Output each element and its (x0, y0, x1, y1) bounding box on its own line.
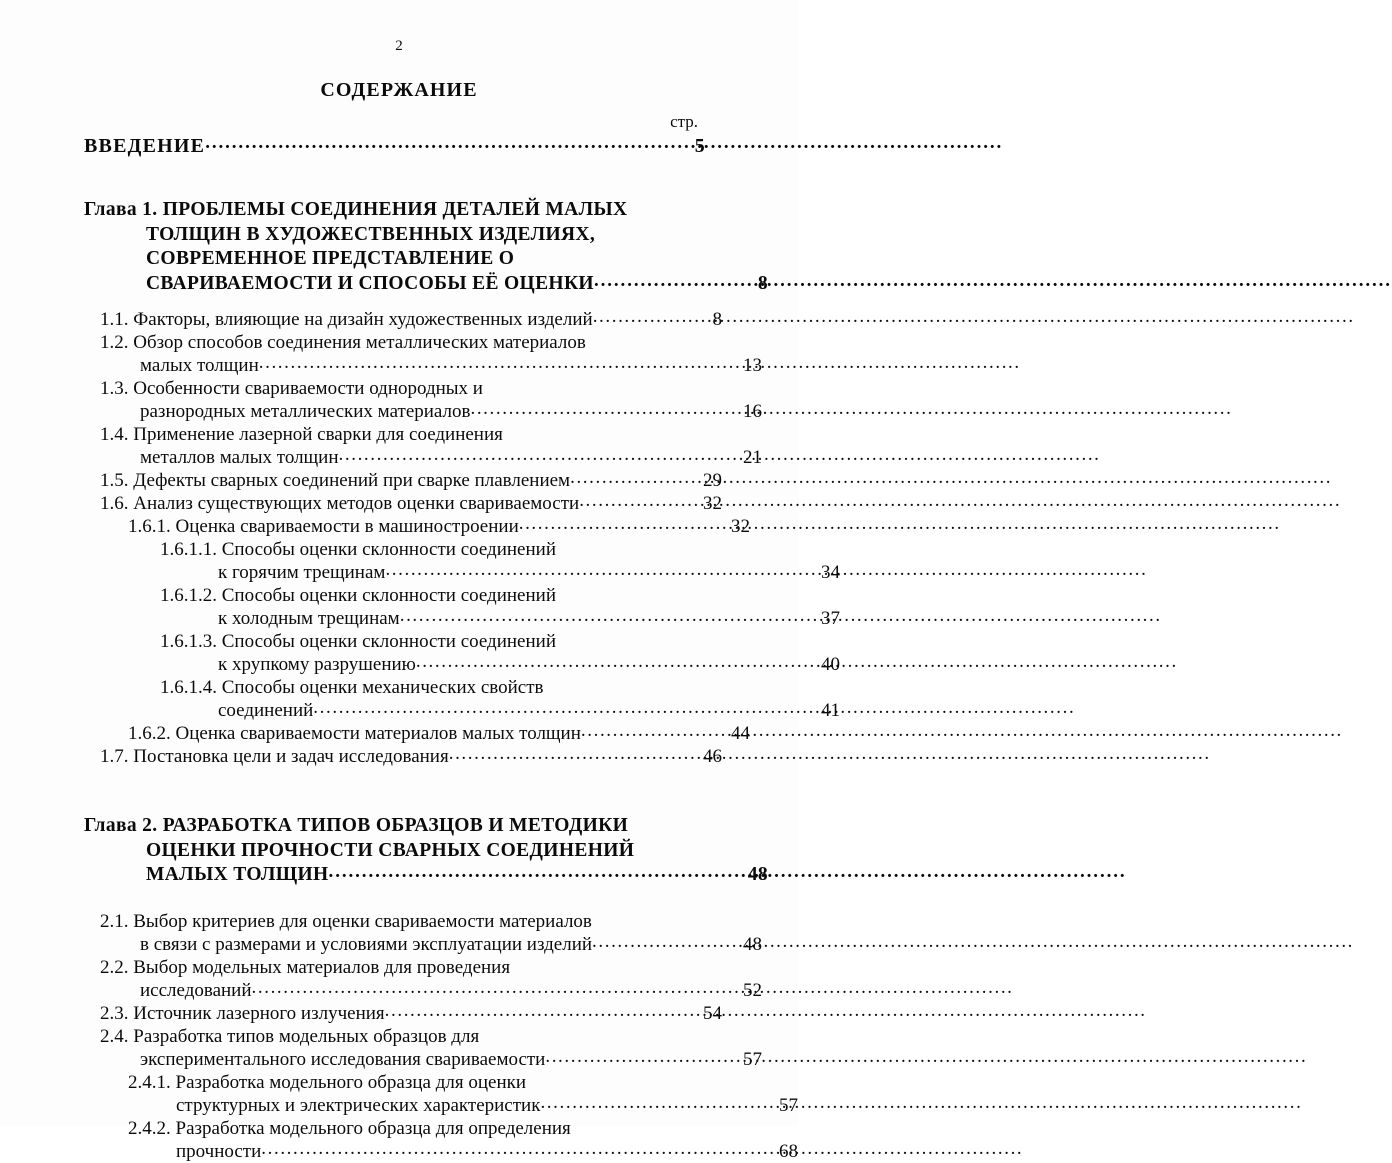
toc-entry-line[interactable]: 2.1. Выбор критериев для оценки свариваемости материалов (100, 910, 592, 932)
toc-entry-label: в связи с размерами и условиями эксплуатации изделий (140, 933, 593, 955)
chapter-heading-line: СОВРЕМЕННОЕ ПРЕДСТАВЛЕНИЕ О (146, 248, 515, 269)
toc-entry-label: разнородных металлических материалов (140, 401, 471, 422)
chapter-heading-line: СВАРИВАЕМОСТИ И СПОСОБЫ ЕЁ ОЦЕНКИ (146, 272, 594, 294)
page-title: СОДЕРЖАНИЕ (320, 79, 478, 102)
toc-entry[interactable] (84, 1140, 798, 1163)
toc-entry[interactable] (84, 515, 750, 538)
toc-entry[interactable] (84, 1002, 722, 1025)
dot-leader (416, 650, 821, 673)
toc-entry-line[interactable]: 1.3. Особенности свариваемости однородных и (100, 378, 483, 399)
toc-entry-page: 57 (743, 1048, 762, 1070)
toc-entry-page: 68 (779, 1140, 798, 1162)
dot-leader (570, 466, 703, 489)
toc-entry[interactable] (84, 933, 762, 956)
toc-entry-page: 46 (703, 746, 722, 767)
toc-entry-label: 1.6. Анализ существующих методов оценки свариваемости (100, 493, 580, 514)
dot-leader (400, 604, 821, 627)
toc-entry[interactable] (84, 653, 840, 676)
toc-entry-page: 52 (743, 979, 762, 1001)
toc-entry[interactable] (84, 354, 762, 377)
dot-leader (593, 305, 713, 328)
dot-leader (259, 351, 743, 374)
toc-entry[interactable] (84, 1094, 798, 1117)
toc-entry-line[interactable]: 1.6.1.2. Способы оценки склонности соединений (160, 585, 556, 606)
toc-entry-label: исследований (140, 979, 252, 1001)
chapter-heading-2[interactable] (84, 814, 768, 888)
toc-entry-label: прочности (176, 1140, 262, 1162)
toc-entry-page: 40 (821, 654, 840, 675)
dot-leader (519, 512, 731, 535)
dot-leader (385, 999, 703, 1022)
dot-leader (470, 397, 743, 420)
toc-entry-page: 5 (694, 135, 706, 157)
toc-entry[interactable] (84, 745, 722, 768)
chapter-heading-page: 8 (757, 272, 768, 294)
toc-entry-label: к холодным трещинам (218, 608, 400, 629)
toc-entry-page: 13 (743, 355, 762, 376)
toc-entry-line[interactable]: 2.4. Разработка типов модельных образцов для (100, 1025, 480, 1047)
toc-entry-label: ВВЕДЕНИЕ (84, 135, 206, 157)
dot-leader (594, 269, 758, 294)
toc-entry-line[interactable]: 2.2. Выбор модельных материалов для проведения (100, 956, 511, 978)
toc-entry-page: 29 (703, 470, 722, 491)
toc-entry-page: 44 (731, 723, 750, 744)
toc-entry-line[interactable]: 2.4.2. Разработка модельного образца для определения (128, 1117, 571, 1139)
toc-entry-page: 32 (703, 493, 722, 514)
toc-entry-line[interactable]: 1.2. Обзор способов соединения металлических материалов (100, 332, 586, 353)
toc-entry-label: 1.1. Факторы, влияющие на дизайн художественных изделий (100, 309, 593, 330)
toc-entry[interactable] (84, 1048, 762, 1071)
spacer (84, 158, 706, 198)
toc-entry-page: 57 (779, 1094, 798, 1116)
chapter-heading-line: ТОЛЩИН В ХУДОЖЕСТВЕННЫХ ИЗДЕЛИЯХ, (146, 223, 596, 245)
table-of-contents (84, 112, 840, 1163)
toc-entry[interactable] (84, 308, 722, 331)
toc-entry-label: 1.7. Постановка цели и задач исследования (100, 746, 449, 767)
spacer (84, 888, 706, 910)
chapter-heading-line: Глава 2. РАЗРАБОТКА ТИПОВ ОБРАЗЦОВ И МЕТОДИКИ (84, 815, 629, 836)
toc-entry-line[interactable]: 1.6.1.3. Способы оценки склонности соединений (160, 631, 556, 652)
dot-leader (579, 489, 703, 512)
toc-entry-label: 1.5. Дефекты сварных соединений при сварке плавлением (100, 470, 571, 491)
toc-entry-page: 48 (743, 933, 762, 955)
dot-leader (339, 443, 743, 466)
toc-entry-line[interactable]: 2.4.1. Разработка модельного образца для оценки (128, 1071, 527, 1093)
chapter-heading-line: Глава 1. ПРОБЛЕМЫ СОЕДИНЕНИЯ ДЕТАЛЕЙ МАЛЫХ (84, 199, 628, 220)
toc-entry-label: 1.6.1. Оценка свариваемости в машиностроении (128, 516, 519, 537)
dot-leader (449, 742, 703, 765)
dot-leader (261, 1137, 779, 1160)
chapter-heading-line: ОЦЕНКИ ПРОЧНОСТИ СВАРНЫХ СОЕДИНЕНИЙ (146, 839, 635, 861)
toc-entry-page: 21 (743, 447, 762, 468)
dot-leader (581, 719, 731, 742)
chapter-heading-last-line (84, 863, 768, 888)
dot-leader (329, 860, 748, 885)
toc-entry-label: к горячим трещинам (218, 562, 386, 583)
dot-leader (540, 1091, 779, 1114)
page-folio-number: 2 (395, 38, 403, 54)
page-column-caption: стр. (670, 112, 698, 131)
toc-entry[interactable] (84, 561, 840, 584)
toc-entry-page: 8 (712, 309, 722, 330)
toc-entry-page: 37 (821, 608, 840, 629)
chapter-heading-line: МАЛЫХ ТОЛЩИН (146, 864, 329, 885)
chapter-heading-last-line (84, 272, 768, 297)
toc-entry-label: металлов малых толщин (140, 447, 339, 468)
dot-leader (205, 131, 695, 155)
dot-leader (592, 930, 743, 953)
dot-leader (545, 1045, 743, 1068)
toc-entry-page: 32 (731, 516, 750, 537)
dot-leader (252, 976, 743, 999)
dot-leader (313, 696, 821, 719)
chapter-heading-1[interactable] (84, 198, 768, 296)
toc-entry-label: малых толщин (140, 355, 259, 376)
toc-entry-label: экспериментального исследования свариваемости (140, 1048, 546, 1070)
toc-entry-label: структурных и электрических характеристик (176, 1094, 541, 1116)
toc-entry-page: 34 (821, 562, 840, 583)
spacer (84, 768, 706, 814)
toc-entry-page: 54 (703, 1002, 722, 1024)
toc-entry-introduction[interactable] (84, 134, 706, 158)
toc-entry-label: 1.6.2. Оценка свариваемости материалов малых толщин (128, 723, 581, 744)
toc-entry-label: соединений (218, 700, 314, 721)
toc-entry[interactable] (84, 400, 762, 423)
toc-entry-page: 16 (743, 401, 762, 422)
toc-entry-line[interactable]: 1.6.1.4. Способы оценки механических свойств (160, 677, 544, 698)
toc-entry-label: к хрупкому разрушению (218, 654, 416, 675)
toc-entry-page: 41 (821, 700, 840, 721)
toc-entry-line[interactable]: 1.6.1.1. Способы оценки склонности соединений (160, 539, 556, 560)
toc-entry-line[interactable]: 1.4. Применение лазерной сварки для соединения (100, 424, 503, 445)
toc-entry[interactable] (84, 607, 840, 630)
toc-entry-label: 2.3. Источник лазерного излучения (100, 1002, 385, 1024)
chapter-heading-page: 48 (747, 864, 768, 885)
dot-leader (385, 558, 821, 581)
